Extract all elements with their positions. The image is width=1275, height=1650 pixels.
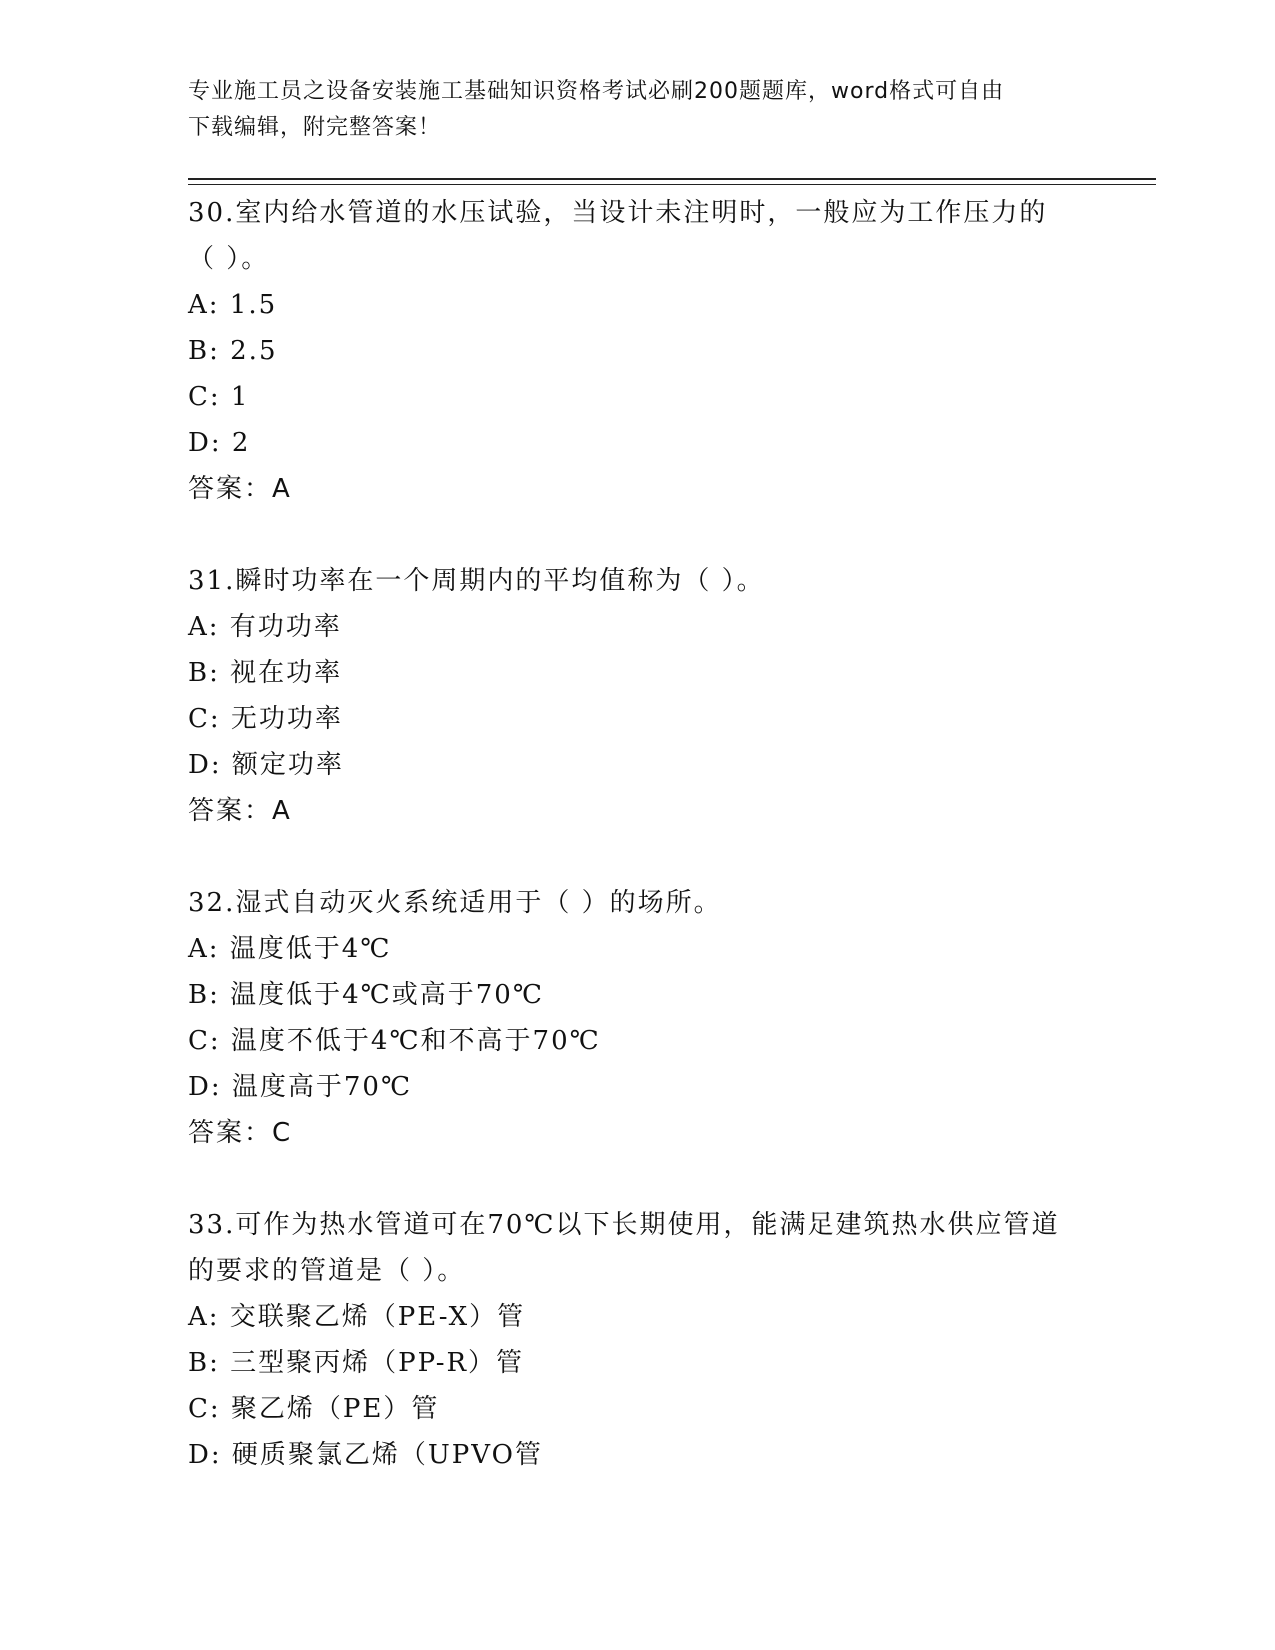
question-stem: 31.瞬时功率在一个周期内的平均值称为（ ）。 [188,566,765,596]
option-c: C: 聚乙烯（PE）管 [188,1394,440,1424]
answer: 答案：A [188,474,292,504]
question-stem: 32.湿式自动灭火系统适用于（ ）的场所。 [188,888,722,918]
question-30 [188,190,1088,512]
option-c: C: 无功功率 [188,704,343,734]
document-header [188,74,1088,146]
question-stem: 33.可作为热水管道可在70℃以下长期使用，能满足建筑热水供应管道 [188,1210,1060,1240]
option-b: B: 温度低于4℃或高于70℃ [188,980,544,1010]
question-31 [188,558,1088,834]
question-stem-continued: 的要求的管道是（ ）。 [188,1256,466,1286]
option-d: D: 2 [188,428,251,458]
header-line-1: 专业施工员之设备安装施工基础知识资格考试必刷200题题库，word格式可自由 [188,79,1005,104]
header-divider-thin [188,184,1156,185]
option-a: A: 有功功率 [188,612,342,642]
question-stem-continued: （ ）。 [188,244,270,274]
answer: 答案：A [188,796,292,826]
header-divider-thick [188,178,1156,180]
option-a: A: 1.5 [188,290,278,320]
question-stem: 30.室内给水管道的水压试验，当设计未注明时，一般应为工作压力的 [188,198,1048,228]
question-list [188,190,1088,1524]
option-c: C: 1 [188,382,250,412]
option-d: D: 硬质聚氯乙烯（UPVO管 [188,1440,543,1470]
option-a: A: 交联聚乙烯（PE-X）管 [188,1302,526,1332]
option-b: B: 三型聚丙烯（PP-R）管 [188,1348,525,1378]
option-b: B: 2.5 [188,336,278,366]
question-32 [188,880,1088,1156]
answer: 答案：C [188,1118,293,1148]
option-c: C: 温度不低于4℃和不高于70℃ [188,1026,601,1056]
question-33 [188,1202,1088,1478]
option-d: D: 额定功率 [188,750,344,780]
option-b: B: 视在功率 [188,658,343,688]
option-d: D: 温度高于70℃ [188,1072,413,1102]
header-line-2: 下载编辑，附完整答案！ [188,115,442,140]
option-a: A: 温度低于4℃ [188,934,392,964]
